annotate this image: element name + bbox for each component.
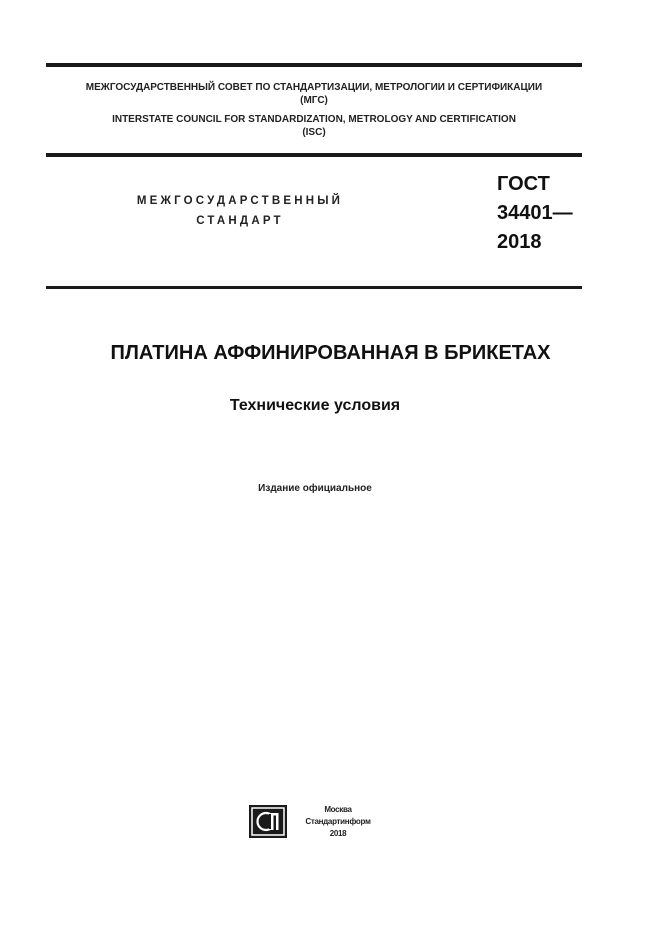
council-ru-line2: (МГС) <box>300 95 328 106</box>
standard-code-prefix: ГОСТ <box>497 173 550 195</box>
standard-type-line1: МЕЖГОСУДАРСТВЕННЫЙ <box>136 195 344 207</box>
imprint-city: Москва <box>324 805 352 814</box>
standard-type-line2: СТАНДАРТ <box>196 215 284 227</box>
standard-code <box>497 170 573 257</box>
imprint <box>292 804 384 840</box>
council-en-line2: (ISC) <box>302 127 326 138</box>
imprint-publisher: Стандартинформ <box>305 817 371 826</box>
council-en-line1: INTERSTATE COUNCIL FOR STANDARDIZATION, METROLOGY AND CERTIFICATION <box>112 114 516 125</box>
document-subtitle: Технические условия <box>229 397 401 414</box>
middle-rule <box>46 153 582 157</box>
document-title: ПЛАТИНА АФФИНИРОВАННАЯ В БРИКЕТАХ <box>110 342 551 364</box>
council-en <box>46 113 582 139</box>
standartinform-logo-icon <box>249 805 287 838</box>
top-rule <box>46 63 582 67</box>
standard-code-number: 34401— <box>497 202 573 224</box>
edition-label: Издание официальное <box>258 483 372 494</box>
standard-code-year: 2018 <box>497 231 542 253</box>
lower-rule <box>46 286 582 289</box>
council-ru-line1: МЕЖГОСУДАРСТВЕННЫЙ СОВЕТ ПО СТАНДАРТИЗАЦИИ, МЕТРОЛОГИИ И СЕРТИФИКАЦИИ <box>85 82 543 93</box>
council-ru <box>46 81 582 107</box>
imprint-year: 2018 <box>329 829 347 838</box>
